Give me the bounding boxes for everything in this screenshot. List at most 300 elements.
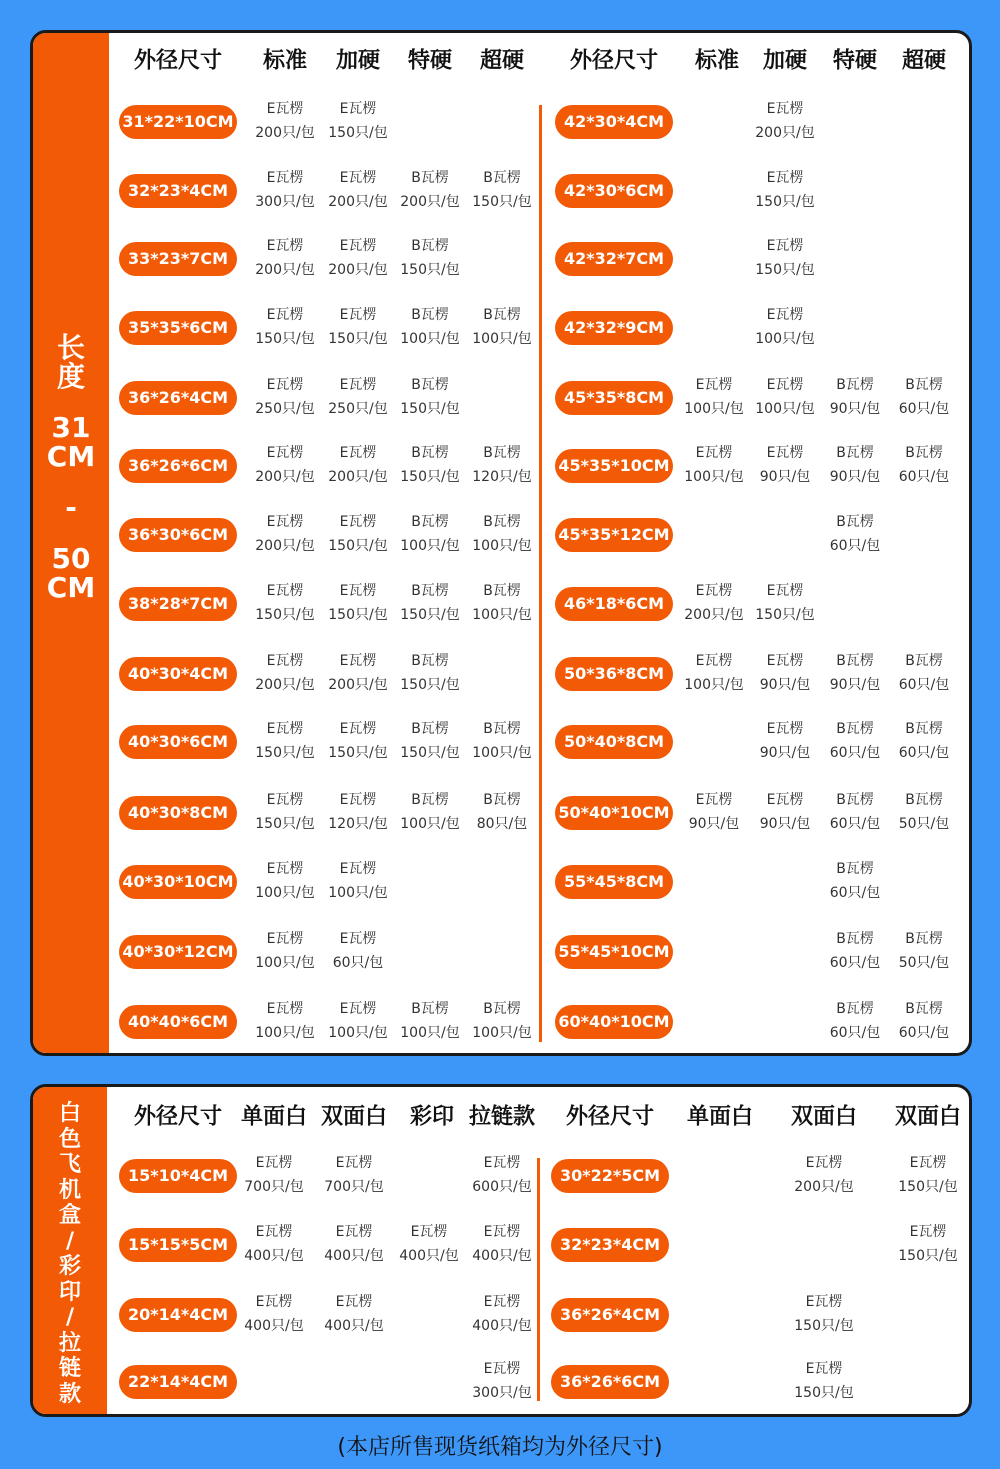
flute-type: E瓦楞 <box>339 445 377 461</box>
stock-cell <box>318 234 398 282</box>
stock-cell <box>815 857 895 905</box>
flute-type: E瓦楞 <box>339 583 377 599</box>
pack-quantity: 400只/包 <box>399 1248 459 1264</box>
pack-quantity: 60只/包 <box>829 538 881 554</box>
side-label-char: / <box>65 1228 75 1254</box>
pack-quantity: 200只/包 <box>755 125 815 141</box>
stock-cell <box>888 1151 968 1199</box>
stock-cell <box>745 649 825 697</box>
stock-cell <box>462 441 542 489</box>
pack-quantity: 400只/包 <box>244 1248 304 1264</box>
size-pill: 38*28*7CM <box>119 587 237 621</box>
side-label-char: - <box>65 491 77 524</box>
flute-type: E瓦楞 <box>266 238 304 254</box>
pack-quantity: 250只/包 <box>255 401 315 417</box>
pack-quantity: 400只/包 <box>472 1318 532 1334</box>
flute-type: E瓦楞 <box>766 101 804 117</box>
pack-quantity: 120只/包 <box>328 816 388 832</box>
flute-type: E瓦楞 <box>335 1155 373 1171</box>
pack-quantity: 150只/包 <box>255 607 315 623</box>
pack-quantity: 60只/包 <box>829 955 881 971</box>
size-pill: 55*45*8CM <box>555 865 673 899</box>
pack-quantity: 100只/包 <box>328 885 388 901</box>
flute-type: E瓦楞 <box>766 445 804 461</box>
pack-quantity: 200只/包 <box>400 194 460 210</box>
pack-quantity: 90只/包 <box>759 469 811 485</box>
stock-cell <box>390 997 470 1045</box>
pack-quantity: 100只/包 <box>400 816 460 832</box>
stock-cell <box>318 441 398 489</box>
size-pill: 42*32*7CM <box>555 242 673 276</box>
stock-cell <box>234 1151 314 1199</box>
pack-quantity: 60只/包 <box>829 816 881 832</box>
flute-type: E瓦楞 <box>266 583 304 599</box>
pack-quantity: 100只/包 <box>255 1025 315 1041</box>
flute-type: E瓦楞 <box>483 1224 521 1240</box>
pack-quantity: 60只/包 <box>898 677 950 693</box>
header-right-2: 双面白 <box>790 1104 858 1130</box>
stock-cell <box>390 788 470 836</box>
size-table-31-50cm <box>30 30 972 1056</box>
header-left-1: 单面白 <box>240 1104 308 1130</box>
header-right-0: 外径尺寸 <box>565 1104 655 1130</box>
stock-cell <box>674 788 754 836</box>
size-pill: 36*26*6CM <box>551 1365 669 1399</box>
flute-type: E瓦楞 <box>766 653 804 669</box>
flute-type: B瓦楞 <box>483 583 521 599</box>
stock-cell <box>674 373 754 421</box>
pack-quantity: 60只/包 <box>898 401 950 417</box>
pack-quantity: 200只/包 <box>794 1179 854 1195</box>
flute-type: E瓦楞 <box>335 1294 373 1310</box>
flute-type: E瓦楞 <box>766 583 804 599</box>
header-left-4: 拉链款 <box>468 1104 536 1130</box>
pack-quantity: 60只/包 <box>898 745 950 761</box>
flute-type: B瓦楞 <box>483 445 521 461</box>
header-left-3: 彩印 <box>409 1104 455 1130</box>
size-pill: 33*23*7CM <box>119 242 237 276</box>
stock-cell <box>745 97 825 145</box>
stock-cell <box>462 303 542 351</box>
flute-type: E瓦楞 <box>339 653 377 669</box>
pack-quantity: 200只/包 <box>328 262 388 278</box>
header-left-1: 标准 <box>262 48 308 74</box>
stock-cell <box>462 579 542 627</box>
pack-quantity: 150只/包 <box>400 677 460 693</box>
size-pill: 55*45*10CM <box>555 935 673 969</box>
pack-quantity: 60只/包 <box>898 1025 950 1041</box>
stock-cell <box>745 373 825 421</box>
header-right-3: 双面白 <box>894 1104 962 1130</box>
pack-quantity: 60只/包 <box>829 745 881 761</box>
size-pill: 45*35*8CM <box>555 381 673 415</box>
flute-type: E瓦楞 <box>339 238 377 254</box>
pack-quantity: 700只/包 <box>324 1179 384 1195</box>
pack-quantity: 90只/包 <box>759 677 811 693</box>
flute-type: E瓦楞 <box>339 861 377 877</box>
flute-type: B瓦楞 <box>836 377 874 393</box>
flute-type: E瓦楞 <box>339 1001 377 1017</box>
pack-quantity: 60只/包 <box>898 469 950 485</box>
pack-quantity: 100只/包 <box>472 331 532 347</box>
pack-quantity: 400只/包 <box>324 1318 384 1334</box>
stock-cell <box>462 997 542 1045</box>
flute-type: E瓦楞 <box>266 721 304 737</box>
pack-quantity: 100只/包 <box>472 607 532 623</box>
stock-cell <box>390 510 470 558</box>
flute-type: E瓦楞 <box>339 307 377 323</box>
pack-quantity: 200只/包 <box>684 607 744 623</box>
pack-quantity: 150只/包 <box>400 469 460 485</box>
size-pill: 40*30*8CM <box>119 796 237 830</box>
side-label-char: 50 <box>51 542 91 575</box>
flute-type: B瓦楞 <box>483 170 521 186</box>
header-left-2: 双面白 <box>320 1104 388 1130</box>
side-label-char: 色 <box>58 1126 81 1152</box>
size-pill: 40*30*10CM <box>119 865 237 899</box>
size-pill: 36*26*6CM <box>119 449 237 483</box>
flute-type: B瓦楞 <box>905 1001 943 1017</box>
flute-type: E瓦楞 <box>766 238 804 254</box>
flute-type: B瓦楞 <box>411 1001 449 1017</box>
pack-quantity: 90只/包 <box>759 816 811 832</box>
flute-type: B瓦楞 <box>411 377 449 393</box>
flute-type: B瓦楞 <box>483 721 521 737</box>
flute-type: E瓦楞 <box>695 583 733 599</box>
flute-type: E瓦楞 <box>266 931 304 947</box>
size-pill: 50*40*8CM <box>555 725 673 759</box>
flute-type: B瓦楞 <box>411 445 449 461</box>
pack-quantity: 150只/包 <box>400 401 460 417</box>
stock-cell <box>318 649 398 697</box>
pack-quantity: 150只/包 <box>898 1248 958 1264</box>
stock-cell <box>390 234 470 282</box>
pack-quantity: 200只/包 <box>328 469 388 485</box>
flute-type: E瓦楞 <box>266 1001 304 1017</box>
header-left-2: 加硬 <box>335 48 381 74</box>
white-box-table <box>30 1084 972 1417</box>
flute-type: B瓦楞 <box>836 931 874 947</box>
stock-cell <box>245 579 325 627</box>
pack-quantity: 90只/包 <box>759 745 811 761</box>
white-box-category-label <box>33 1087 107 1414</box>
pack-quantity: 100只/包 <box>755 331 815 347</box>
pack-quantity: 120只/包 <box>472 469 532 485</box>
size-pill: 45*35*10CM <box>555 449 673 483</box>
side-label-char: 拉 <box>58 1330 81 1356</box>
pack-quantity: 100只/包 <box>684 677 744 693</box>
header-left-4: 超硬 <box>479 48 525 74</box>
stock-cell <box>245 510 325 558</box>
pack-quantity: 90只/包 <box>829 401 881 417</box>
stock-cell <box>245 997 325 1045</box>
stock-cell <box>784 1151 864 1199</box>
size-pill: 40*30*4CM <box>119 657 237 691</box>
flute-type: E瓦楞 <box>483 1361 521 1377</box>
pack-quantity: 200只/包 <box>255 469 315 485</box>
pack-quantity: 150只/包 <box>898 1179 958 1195</box>
flute-type: B瓦楞 <box>411 514 449 530</box>
pack-quantity: 150只/包 <box>755 262 815 278</box>
flute-type: E瓦楞 <box>483 1294 521 1310</box>
flute-type: E瓦楞 <box>766 377 804 393</box>
flute-type: B瓦楞 <box>483 792 521 808</box>
size-pill: 36*26*4CM <box>551 1298 669 1332</box>
stock-cell <box>815 997 895 1045</box>
pack-quantity: 100只/包 <box>472 1025 532 1041</box>
pack-quantity: 100只/包 <box>255 885 315 901</box>
stock-cell <box>884 441 964 489</box>
stock-cell <box>745 303 825 351</box>
stock-cell <box>234 1290 314 1338</box>
pack-quantity: 90只/包 <box>829 677 881 693</box>
pack-quantity: 100只/包 <box>684 469 744 485</box>
flute-type: B瓦楞 <box>836 445 874 461</box>
stock-cell <box>745 788 825 836</box>
pack-quantity: 100只/包 <box>400 538 460 554</box>
stock-cell <box>888 1220 968 1268</box>
stock-cell <box>245 717 325 765</box>
flute-type: B瓦楞 <box>905 653 943 669</box>
pack-quantity: 150只/包 <box>794 1385 854 1401</box>
flute-type: B瓦楞 <box>836 721 874 737</box>
stock-cell <box>462 1357 542 1405</box>
pack-quantity: 200只/包 <box>255 125 315 141</box>
pack-quantity: 700只/包 <box>244 1179 304 1195</box>
flute-type: B瓦楞 <box>836 1001 874 1017</box>
flute-type: B瓦楞 <box>411 653 449 669</box>
stock-cell <box>245 97 325 145</box>
size-pill: 22*14*4CM <box>119 1365 237 1399</box>
flute-type: E瓦楞 <box>335 1224 373 1240</box>
pack-quantity: 200只/包 <box>255 677 315 693</box>
flute-type: B瓦楞 <box>411 583 449 599</box>
stock-cell <box>674 441 754 489</box>
pack-quantity: 150只/包 <box>328 331 388 347</box>
header-right-2: 加硬 <box>762 48 808 74</box>
flute-type: B瓦楞 <box>411 307 449 323</box>
stock-cell <box>815 927 895 975</box>
pack-quantity: 200只/包 <box>255 262 315 278</box>
flute-type: E瓦楞 <box>339 721 377 737</box>
flute-type: E瓦楞 <box>266 445 304 461</box>
size-pill: 42*30*4CM <box>555 105 673 139</box>
size-pill: 40*30*6CM <box>119 725 237 759</box>
flute-type: B瓦楞 <box>905 792 943 808</box>
size-pill: 50*40*10CM <box>555 796 673 830</box>
size-pill: 15*10*4CM <box>119 1159 237 1193</box>
flute-type: E瓦楞 <box>805 1155 843 1171</box>
stock-cell <box>884 717 964 765</box>
stock-cell <box>745 717 825 765</box>
size-pill: 60*40*10CM <box>555 1005 673 1039</box>
pack-quantity: 150只/包 <box>400 607 460 623</box>
stock-cell <box>245 234 325 282</box>
stock-cell <box>390 579 470 627</box>
flute-type: B瓦楞 <box>905 931 943 947</box>
size-pill: 40*40*6CM <box>119 1005 237 1039</box>
size-pill: 30*22*5CM <box>551 1159 669 1193</box>
stock-cell <box>884 927 964 975</box>
stock-cell <box>884 649 964 697</box>
flute-type: B瓦楞 <box>483 1001 521 1017</box>
size-pill: 32*23*4CM <box>551 1228 669 1262</box>
stock-cell <box>745 166 825 214</box>
flute-type: E瓦楞 <box>483 1155 521 1171</box>
pack-quantity: 100只/包 <box>255 955 315 971</box>
stock-cell <box>815 441 895 489</box>
stock-cell <box>815 649 895 697</box>
side-label-char: 白 <box>58 1101 81 1126</box>
size-pill: 42*30*6CM <box>555 174 673 208</box>
stock-cell <box>784 1357 864 1405</box>
stock-cell <box>318 166 398 214</box>
flute-type: E瓦楞 <box>339 170 377 186</box>
flute-type: E瓦楞 <box>695 377 733 393</box>
side-label-gap <box>33 471 109 493</box>
header-right-3: 特硬 <box>832 48 878 74</box>
stock-cell <box>318 510 398 558</box>
flute-type: E瓦楞 <box>695 653 733 669</box>
size-pill: 35*35*6CM <box>119 311 237 345</box>
flute-type: E瓦楞 <box>766 170 804 186</box>
pack-quantity: 200只/包 <box>255 538 315 554</box>
stock-cell <box>462 510 542 558</box>
pack-quantity: 150只/包 <box>328 745 388 761</box>
side-label-char: 度 <box>56 360 85 393</box>
stock-cell <box>245 649 325 697</box>
pack-quantity: 50只/包 <box>898 955 950 971</box>
size-pill: 40*30*12CM <box>119 935 237 969</box>
stock-cell <box>815 788 895 836</box>
pack-quantity: 60只/包 <box>829 1025 881 1041</box>
pack-quantity: 150只/包 <box>328 125 388 141</box>
length-range-label <box>33 33 109 1053</box>
pack-quantity: 250只/包 <box>328 401 388 417</box>
pack-quantity: 100只/包 <box>472 538 532 554</box>
pack-quantity: 600只/包 <box>472 1179 532 1195</box>
pack-quantity: 150只/包 <box>400 262 460 278</box>
header-right-1: 标准 <box>694 48 740 74</box>
stock-cell <box>745 579 825 627</box>
stock-cell <box>314 1151 394 1199</box>
flute-type: E瓦楞 <box>909 1155 947 1171</box>
pack-quantity: 100只/包 <box>684 401 744 417</box>
stock-cell <box>389 1220 469 1268</box>
stock-cell <box>462 1290 542 1338</box>
side-label-char: CM <box>46 440 96 473</box>
stock-cell <box>390 303 470 351</box>
stock-cell <box>245 441 325 489</box>
stock-cell <box>462 166 542 214</box>
side-label-char: 飞 <box>58 1152 81 1177</box>
stock-cell <box>318 857 398 905</box>
flute-type: E瓦楞 <box>255 1155 293 1171</box>
side-label-char: 31 <box>51 411 91 444</box>
size-pill: 42*32*9CM <box>555 311 673 345</box>
stock-cell <box>390 717 470 765</box>
flute-type: E瓦楞 <box>266 514 304 530</box>
pack-quantity: 100只/包 <box>328 1025 388 1041</box>
flute-type: B瓦楞 <box>836 861 874 877</box>
size-pill: 46*18*6CM <box>555 587 673 621</box>
pack-quantity: 100只/包 <box>400 1025 460 1041</box>
pack-quantity: 90只/包 <box>829 469 881 485</box>
flute-type: B瓦楞 <box>905 445 943 461</box>
stock-cell <box>318 717 398 765</box>
flute-type: B瓦楞 <box>905 377 943 393</box>
side-label-char: 机 <box>58 1177 81 1203</box>
stock-cell <box>318 97 398 145</box>
flute-type: B瓦楞 <box>836 653 874 669</box>
header-left-0: 外径尺寸 <box>133 48 223 74</box>
stock-cell <box>390 166 470 214</box>
flute-type: B瓦楞 <box>411 170 449 186</box>
pack-quantity: 100只/包 <box>400 331 460 347</box>
pack-quantity: 150只/包 <box>255 816 315 832</box>
stock-cell <box>318 788 398 836</box>
pack-quantity: 400只/包 <box>324 1248 384 1264</box>
side-label-char: 印 <box>58 1279 81 1305</box>
stock-cell <box>745 441 825 489</box>
size-pill: 45*35*12CM <box>555 518 673 552</box>
stock-cell <box>462 717 542 765</box>
flute-type: B瓦楞 <box>836 514 874 530</box>
stock-cell <box>674 649 754 697</box>
stock-cell <box>390 441 470 489</box>
flute-type: B瓦楞 <box>411 792 449 808</box>
size-pill: 36*26*4CM <box>119 381 237 415</box>
stock-cell <box>318 579 398 627</box>
flute-type: E瓦楞 <box>766 792 804 808</box>
flute-type: E瓦楞 <box>805 1294 843 1310</box>
flute-type: E瓦楞 <box>339 514 377 530</box>
pack-quantity: 150只/包 <box>472 194 532 210</box>
pack-quantity: 150只/包 <box>755 607 815 623</box>
pack-quantity: 150只/包 <box>755 194 815 210</box>
pack-quantity: 100只/包 <box>755 401 815 417</box>
header-right-4: 超硬 <box>901 48 947 74</box>
stock-cell <box>245 373 325 421</box>
stock-cell <box>318 927 398 975</box>
pack-quantity: 150只/包 <box>328 607 388 623</box>
stock-cell <box>815 373 895 421</box>
pack-quantity: 80只/包 <box>476 816 528 832</box>
pack-quantity: 90只/包 <box>688 816 740 832</box>
side-label-char: 长 <box>56 331 85 364</box>
pack-quantity: 150只/包 <box>255 331 315 347</box>
flute-type: E瓦楞 <box>266 377 304 393</box>
flute-type: E瓦楞 <box>266 861 304 877</box>
pack-quantity: 300只/包 <box>472 1385 532 1401</box>
stock-cell <box>462 1220 542 1268</box>
stock-cell <box>815 717 895 765</box>
pack-quantity: 400只/包 <box>472 1248 532 1264</box>
stock-cell <box>390 649 470 697</box>
size-pill: 50*36*8CM <box>555 657 673 691</box>
pack-quantity: 150只/包 <box>328 538 388 554</box>
flute-type: E瓦楞 <box>909 1224 947 1240</box>
stock-cell <box>462 788 542 836</box>
flute-type: E瓦楞 <box>766 721 804 737</box>
flute-type: E瓦楞 <box>766 307 804 323</box>
size-pill: 32*23*4CM <box>119 174 237 208</box>
flute-type: E瓦楞 <box>805 1361 843 1377</box>
side-label-char: 款 <box>58 1381 81 1407</box>
header-right-0: 外径尺寸 <box>569 48 659 74</box>
flute-type: E瓦楞 <box>410 1224 448 1240</box>
stock-cell <box>815 510 895 558</box>
